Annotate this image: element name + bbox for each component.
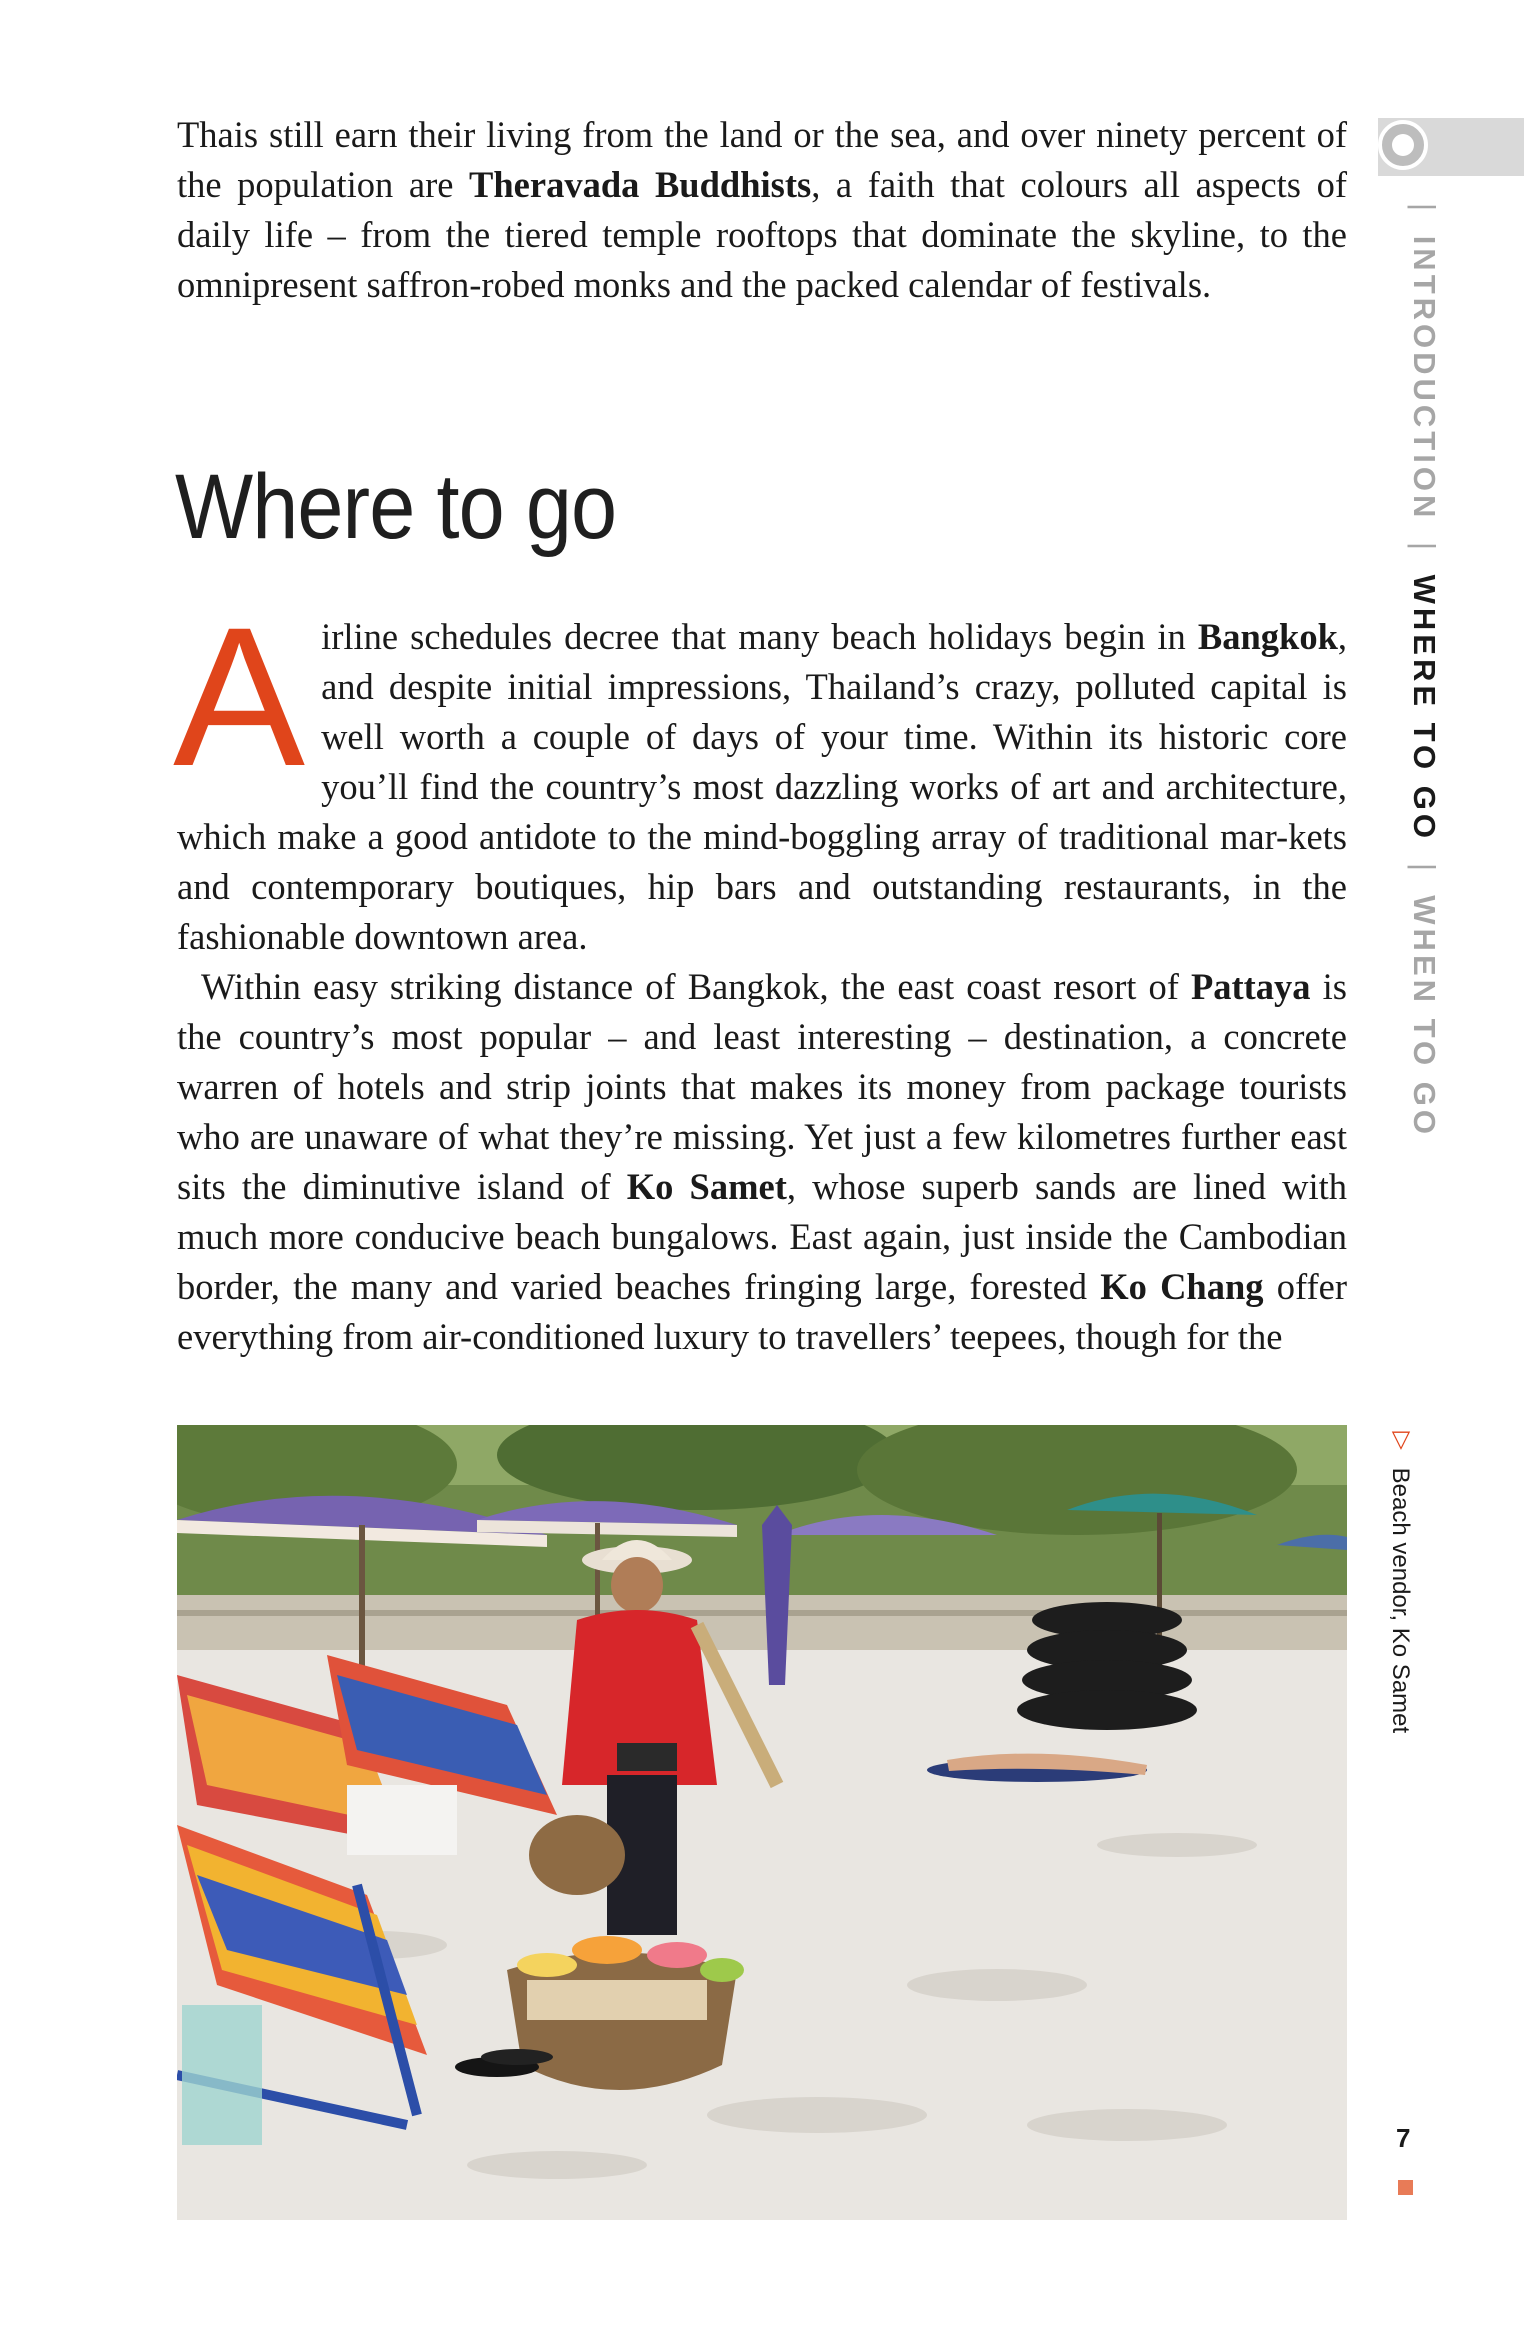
beach-vendor-photo — [177, 1425, 1347, 2220]
where-to-go-paragraph-1 — [173, 586, 1347, 962]
caption-text: Beach vendor, Ko Samet — [1387, 1467, 1414, 1734]
nav-separator: | — [1407, 541, 1442, 555]
chapter-nav — [1406, 195, 1442, 1138]
drop-cap: A — [173, 586, 306, 807]
text-span: , whose superb sands are lined with much more conducive beach bungalows. East again, just inside the Cambodian border, the many and varied beaches fringing large, forested — [177, 1166, 1347, 1307]
page-number: 7 — [1396, 2123, 1411, 2153]
text-span: Thais still earn their living from the land or the sea, and over ninety percent of the population are — [177, 114, 1347, 205]
bold-term-ko-chang: Ko Chang — [1100, 1266, 1264, 1307]
text-span: offer everything from air-conditioned luxury to travellers’ teepees, though for the — [177, 1266, 1347, 1357]
nav-item-introduction: INTRODUCTION — [1407, 235, 1442, 522]
text-span: , and despite initial impressions, Thailand’s crazy, polluted capital is well worth a couple of days of your time. Within its historic core you’ll find the country’s most dazzling works of art and architecture, which make a good antidote to the mind-boggling array of traditional mar-kets and contemporary boutiques, hip bars and outstanding restaurants, in the fashionable downtown area. — [177, 616, 1347, 957]
bold-term-pattaya: Pattaya — [1190, 966, 1311, 1007]
text-span: is the country’s most popular – and least interesting – destination, a concrete warren of hotels and strip joints that makes its money from package tourists who are unaware of what they’re missing. Yet just a few kilometres further east sits the diminutive island of — [177, 966, 1347, 1207]
bold-term-bangkok: Bangkok — [1197, 616, 1338, 657]
nav-item-when-to-go: WHEN TO GO — [1407, 895, 1442, 1138]
nav-separator: | — [1407, 862, 1442, 875]
photo-caption — [1386, 1425, 1414, 1733]
bold-term-ko-samet: Ko Samet — [626, 1166, 787, 1207]
photo-illustration — [177, 1425, 1347, 2220]
page-marker — [1398, 2180, 1413, 2195]
text-span: , a faith that colours all aspects of daily life – from the tiered temple rooftops that dominate the skyline, to the omnipresent saffron-robed monks and the packed calendar of festivals. — [177, 164, 1347, 305]
nav-separator: | — [1407, 203, 1442, 216]
text-span: irline schedules decree that many beach holidays begin in — [321, 616, 1198, 657]
bold-term-theravada-buddhists: Theravada Buddhists — [469, 164, 812, 205]
intro-paragraph — [177, 110, 1347, 310]
nav-item-where-to-go: WHERE TO GO — [1407, 574, 1442, 842]
where-to-go-paragraph-2 — [177, 962, 1347, 1362]
section-heading: Where to go — [175, 456, 617, 558]
caption-triangle-icon: ▽ — [1387, 1425, 1414, 1453]
section-tab-circle-inner — [1392, 134, 1414, 156]
text-span: Within easy striking distance of Bangkok, the east coast resort of — [201, 966, 1191, 1007]
